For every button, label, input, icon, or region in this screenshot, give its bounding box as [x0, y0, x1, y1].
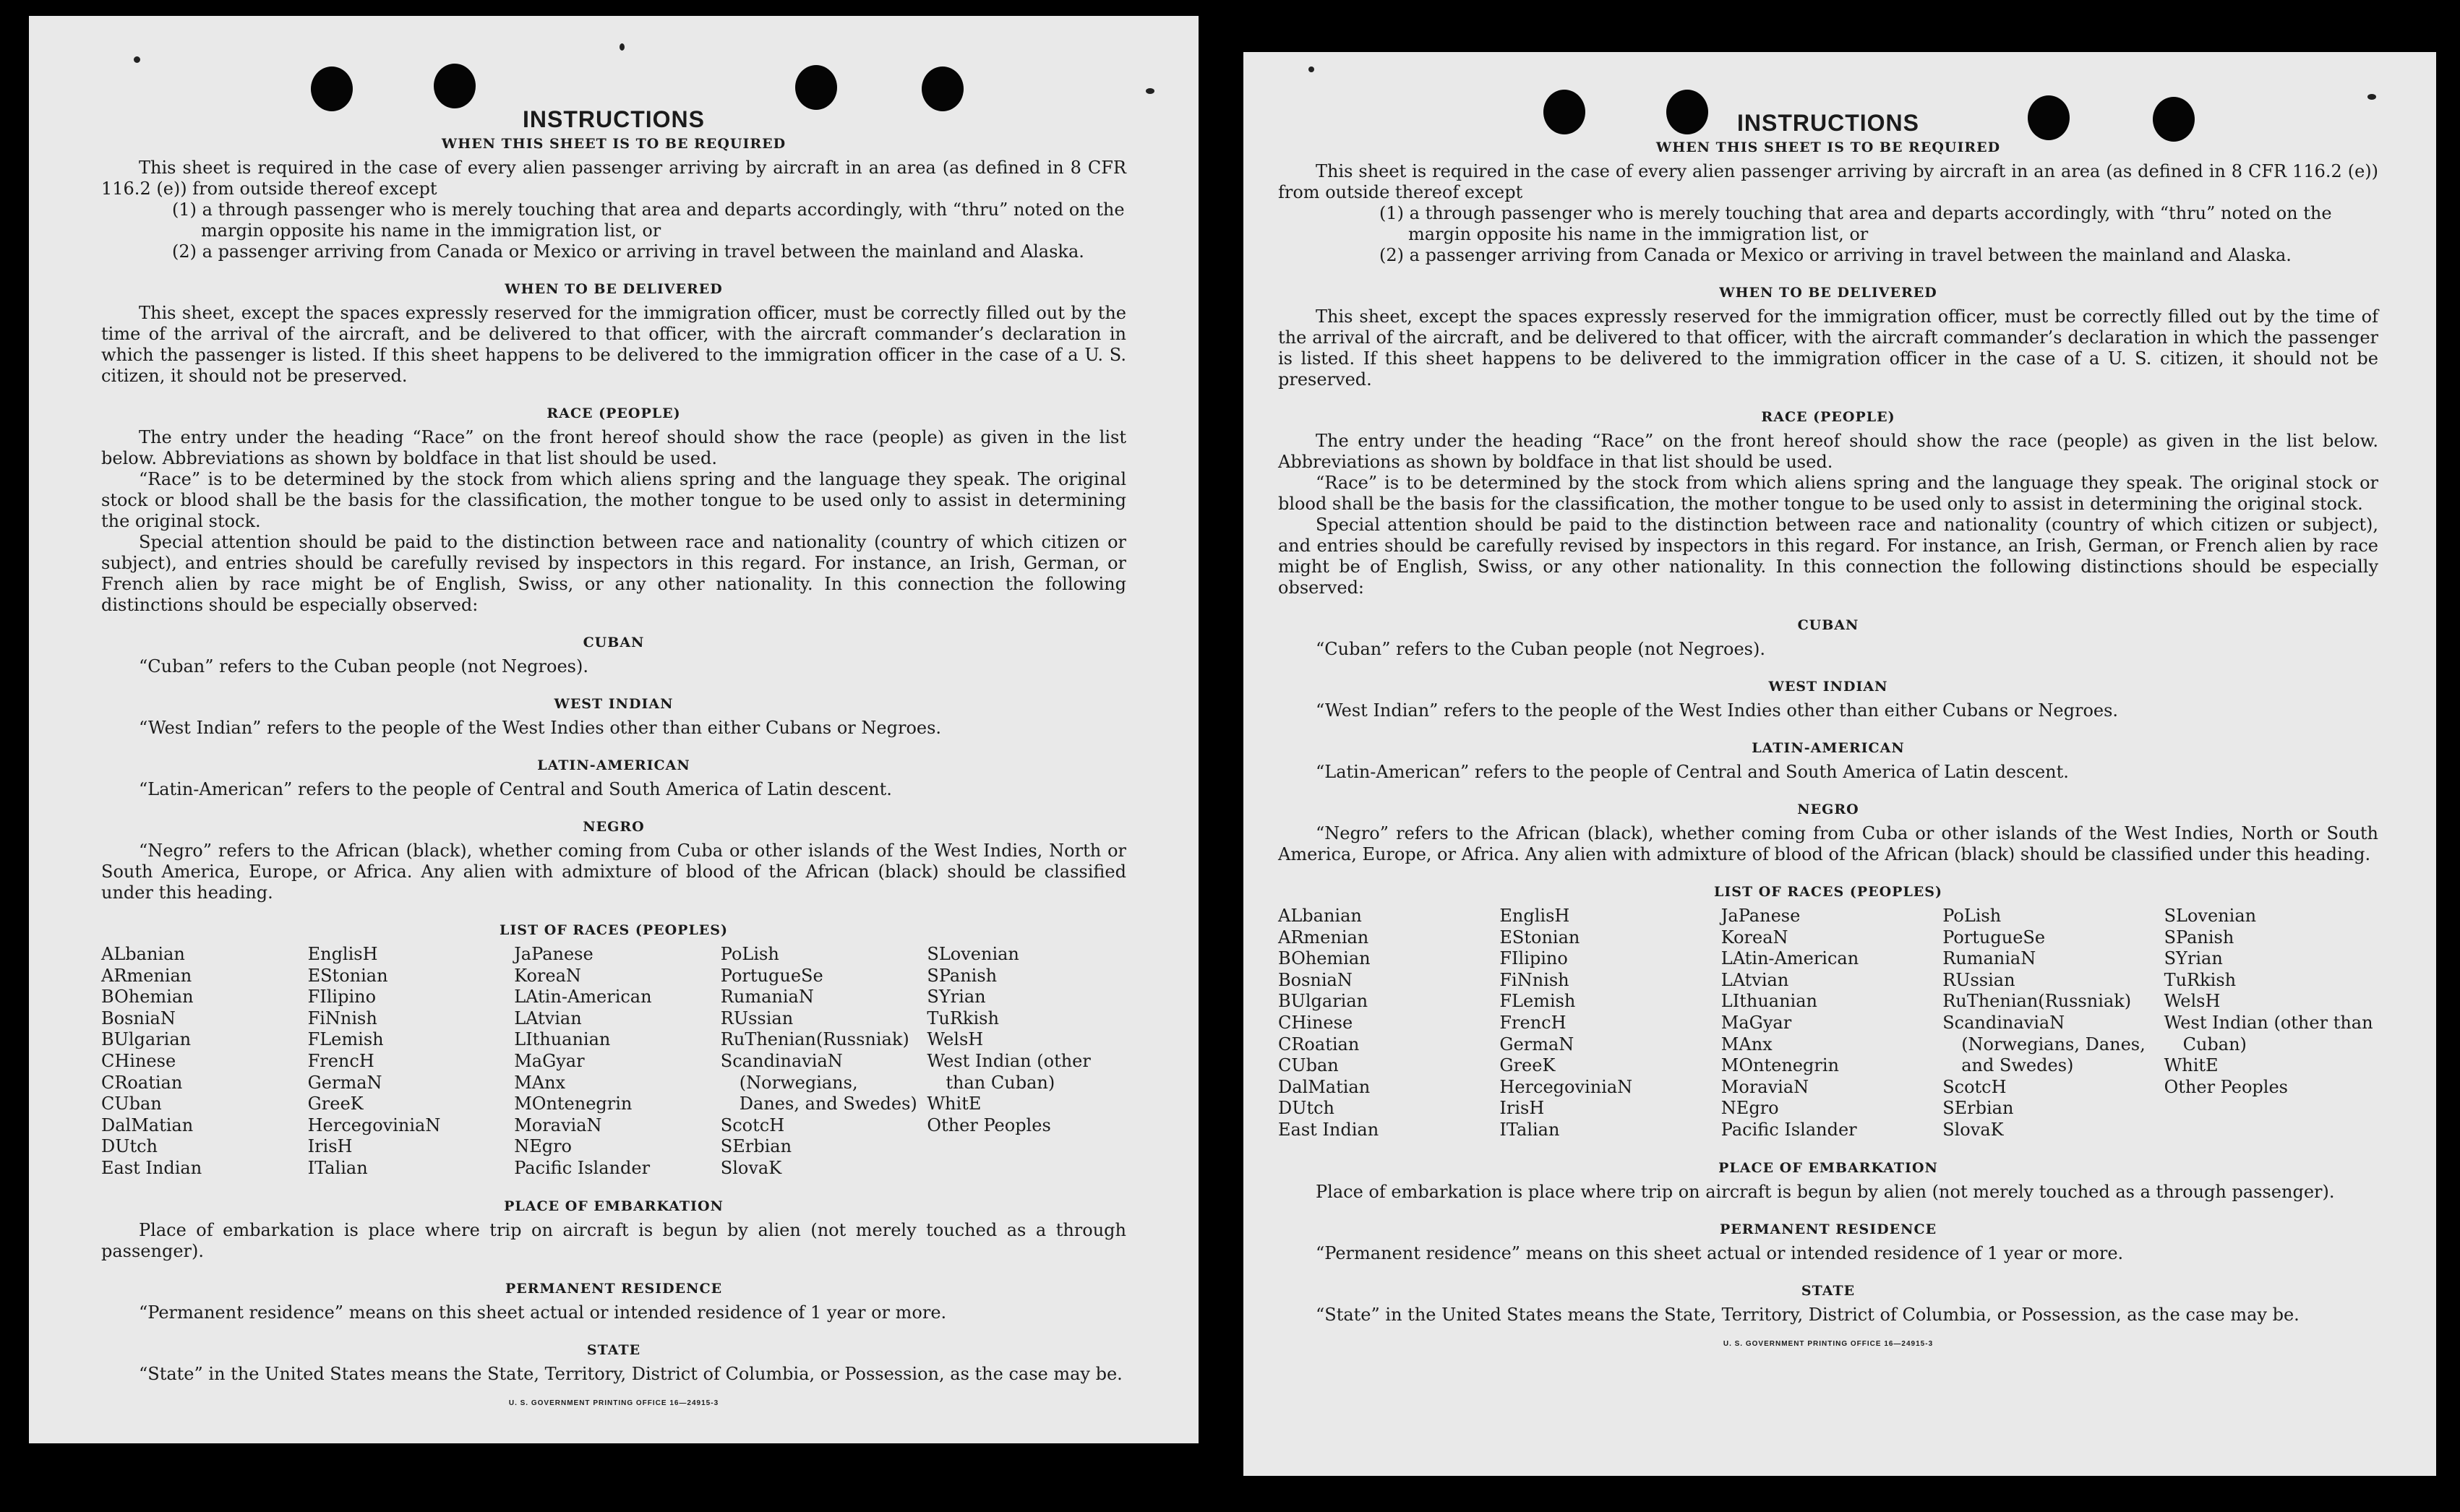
- speck: [2367, 94, 2376, 100]
- state-text: “State” in the United States means the State, Territory, District of Columbia, or Possession, as the case may be.: [139, 1363, 1123, 1384]
- required-item: (2) a passenger arriving from Canada or Mexico or arriving in travel between the mainland and Alaska.: [1379, 245, 2292, 265]
- race-column: [101, 944, 301, 1180]
- section-heading-delivered: WHEN TO BE DELIVERED: [505, 281, 723, 297]
- negro-text: “Negro” refers to the African (black), whether coming from Cuba or other islands of the West Indies, North or South America, Europe, or Africa. Any alien with admixture of blood of the African (black) should be classified under this heading.: [101, 841, 1126, 903]
- speck: [134, 56, 140, 63]
- section-heading-west-indian: WEST INDIAN: [554, 696, 674, 712]
- race-list-item: WelsH: [2164, 991, 2221, 1012]
- race-list-item: NEgro: [514, 1136, 572, 1157]
- race-list-item: BUlgarian: [1278, 991, 1368, 1012]
- race-list-item: MAnx: [1720, 1034, 1773, 1054]
- race-list-item: LAtin-American: [1720, 948, 1859, 969]
- race-list-item: HercegoviniaN: [1499, 1076, 1633, 1097]
- race-list-item: MOntenegrin: [1720, 1055, 1839, 1076]
- race-list-item: BOhemian: [1278, 948, 1371, 969]
- race-list-item: ScandinaviaN (Norwegians, Danes, and Swedes): [720, 1050, 917, 1114]
- race-list-item: FrencH: [1499, 1012, 1567, 1033]
- race-list-item: BosniaN: [101, 1008, 176, 1028]
- document-page-left: [29, 16, 1199, 1443]
- race-list-item: FIlipino: [307, 987, 377, 1008]
- race-list-item: CUban: [1278, 1055, 1339, 1076]
- race-list-item: MOntenegrin: [514, 1094, 633, 1114]
- race-list-item: IrisH: [1499, 1098, 1545, 1119]
- race-list-item: FLemish: [307, 1029, 384, 1050]
- race-paragraph: Special attention should be paid to the distinction between race and nationality (country of which citizen or subject), and entries should be carefully revised by inspectors in this regard. For instance, an Irish, German, or French alien by race might be of English, Swiss, or any other nationality. In this connection the following distinctions should be especially observed:: [101, 532, 1126, 615]
- race-paragraph: Special attention should be paid to the distinction between race and nationality (country of which citizen or subject), and entries should be carefully revised by inspectors in this regard. For instance, an Irish, German, or French alien by race might be of English, Swiss, or any other nationality. In this connection the following distinctions should be especially observed:: [1278, 515, 2378, 598]
- race-list-item: ITalian: [307, 1157, 368, 1178]
- race-list-item: BOhemian: [101, 987, 194, 1008]
- race-column: [1278, 906, 1492, 1141]
- race-list-item: RumaniaN: [720, 987, 814, 1008]
- race-list-item: JaPanese: [514, 944, 593, 964]
- race-list-item: DUtch: [101, 1136, 158, 1157]
- section-heading-embarkation: PLACE OF EMBARKATION: [1718, 1159, 1938, 1176]
- punch-hole: [795, 65, 837, 110]
- section-heading-residence: PERMANENT RESIDENCE: [505, 1280, 723, 1297]
- page-title: INSTRUCTIONS: [1737, 110, 1919, 136]
- race-list-item: CRoatian: [101, 1072, 183, 1093]
- race-list-item: TuRkish: [927, 1008, 999, 1028]
- race-list-item: ALbanian: [101, 944, 185, 964]
- race-list-item: DUtch: [1278, 1098, 1335, 1119]
- punch-hole: [1543, 90, 1585, 134]
- embarkation-text: Place of embarkation is place where trip on aircraft is begun by alien (not merely touched as a through passenger).: [101, 1219, 1126, 1261]
- race-list-item: WelsH: [927, 1029, 984, 1050]
- west-indian-text: “West Indian” refers to the people of the West Indies other than either Cubans or Negroes.: [1316, 700, 2119, 721]
- race-list-item: MoraviaN: [1720, 1076, 1809, 1097]
- race-column: [2164, 906, 2378, 1141]
- race-list-item: ARmenian: [101, 965, 192, 986]
- race-list-item: ARmenian: [1278, 927, 1369, 948]
- race-list-item: Other Peoples: [2164, 1076, 2288, 1097]
- race-list-item: Other Peoples: [927, 1114, 1051, 1135]
- race-list-item: SLovenian: [2164, 906, 2257, 926]
- race-list-item: CUban: [101, 1094, 162, 1114]
- speck: [620, 43, 625, 51]
- punch-hole: [434, 64, 476, 108]
- section-heading-race-list: LIST OF RACES (PEOPLES): [500, 922, 728, 938]
- required-item: (1) a through passenger who is merely touching that area and departs accordingly, with “thru” noted on the margin opposite his name in the immigration list, or: [1379, 203, 2332, 244]
- race-list-item: EnglisH: [1499, 906, 1570, 926]
- cuban-text: “Cuban” refers to the Cuban people (not Negroes).: [1316, 639, 1765, 659]
- race-list-item: PoLish: [720, 944, 779, 964]
- race-list-item: SErbian: [1942, 1098, 2014, 1119]
- race-paragraph: “Race” is to be determined by the stock from which aliens spring and the language they speak. The original stock or blood shall be the basis for the classification, the mother tongue to be used only to assist in determining the original stock.: [101, 469, 1126, 531]
- race-list-item: CRoatian: [1278, 1034, 1360, 1054]
- page-title: INSTRUCTIONS: [523, 106, 705, 132]
- race-list-item: FLemish: [1499, 991, 1576, 1012]
- race-list-item: SPanish: [927, 965, 998, 986]
- race-column: [1499, 906, 1713, 1141]
- race-list: [1278, 906, 2378, 1141]
- race-list-item: FIlipino: [1499, 948, 1568, 969]
- residence-text: “Permanent residence” means on this sheet actual or intended residence of 1 year or more.: [139, 1302, 947, 1323]
- race-paragraph: The entry under the heading “Race” on the front hereof should show the race (people) as given in the list below. Abbreviations as shown by boldface in that list should be used.: [1278, 431, 2378, 472]
- required-text: This sheet is required in the case of every alien passenger arriving by aircraft in an area (as defined in 8 CFR 116.2 (e)) from outside thereof except: [101, 158, 1126, 199]
- race-list-item: EStonian: [1499, 927, 1580, 948]
- race-column: [927, 944, 1126, 1180]
- section-heading-race-list: LIST OF RACES (PEOPLES): [1714, 884, 1942, 900]
- speck: [1308, 66, 1314, 72]
- race-list-item: FrencH: [307, 1050, 374, 1071]
- residence-text: “Permanent residence” means on this sheet actual or intended residence of 1 year or more.: [1316, 1242, 2124, 1263]
- race-column: [721, 944, 920, 1180]
- race-list-item: FiNnish: [307, 1008, 377, 1028]
- cuban-text: “Cuban” refers to the Cuban people (not Negroes).: [139, 656, 588, 676]
- delivered-text: This sheet, except the spaces expressly reserved for the immigration officer, must be correctly filled out by the time of the arrival of the aircraft, and be delivered to that officer, with the aircraft commander’s declaration in which the passenger is listed. If this sheet happens to be delivered to the immigration officer in the case of a U. S. citizen, it should not be preserved.: [1278, 306, 2378, 390]
- printer-footer: U. S. GOVERNMENT PRINTING OFFICE 16—24915-3: [508, 1399, 719, 1407]
- race-paragraph: “Race” is to be determined by the stock from which aliens spring and the language they speak. The original stock or blood shall be the basis for the classification, the mother tongue to be used only to assist in determining the original stock.: [1278, 473, 2378, 514]
- race-column: [514, 944, 713, 1180]
- section-heading-negro: NEGRO: [583, 819, 645, 835]
- race-list-item: MAnx: [514, 1072, 566, 1093]
- delivered-text: This sheet, except the spaces expressly reserved for the immigration officer, must be correctly filled out by the time of the arrival of the aircraft, and be delivered to that officer, with the aircraft commander’s declaration in which the passenger is listed. If this sheet happens to be delivered to the immigration officer in the case of a U. S. citizen, it should not be preserved.: [101, 303, 1126, 386]
- race-column: [1942, 906, 2156, 1141]
- race-list-item: JaPanese: [1720, 906, 1801, 926]
- race-list-item: ITalian: [1499, 1119, 1560, 1140]
- race-list-item: WhitE: [927, 1094, 982, 1114]
- race-list-item: PoLish: [1942, 906, 2002, 926]
- race-list-item: DalMatian: [101, 1114, 194, 1135]
- race-column: [1721, 906, 1935, 1141]
- punch-hole: [922, 66, 964, 111]
- section-heading-delivered: WHEN TO BE DELIVERED: [1719, 285, 1937, 301]
- race-list-item: SErbian: [720, 1136, 792, 1157]
- race-list-item: CHinese: [1278, 1012, 1353, 1033]
- section-heading-cuban: CUBAN: [1797, 617, 1859, 633]
- punch-hole: [2153, 97, 2195, 142]
- section-heading-race: RACE (PEOPLE): [547, 405, 681, 421]
- race-list-item: ScandinaviaN (Norwegians, Danes, and Swedes): [1942, 1012, 2146, 1076]
- race-list-item: IrisH: [307, 1136, 353, 1157]
- section-heading-required: WHEN THIS SHEET IS TO BE REQUIRED: [441, 136, 787, 152]
- section-heading-state: STATE: [586, 1341, 641, 1358]
- race-list-item: Pacific Islander: [1720, 1119, 1857, 1140]
- race-column: [308, 944, 507, 1180]
- race-list-item: MaGyar: [1720, 1012, 1792, 1033]
- race-list-item: EStonian: [307, 965, 388, 986]
- state-text: “State” in the United States means the State, Territory, District of Columbia, or Possession, as the case may be.: [1316, 1304, 2300, 1325]
- race-list-item: HercegoviniaN: [307, 1114, 441, 1135]
- race-list-item: LAtvian: [514, 1008, 582, 1028]
- punch-hole: [2028, 95, 2070, 140]
- section-heading-residence: PERMANENT RESIDENCE: [1719, 1221, 1937, 1237]
- race-list-item: RUssian: [1942, 969, 2015, 990]
- race-list-item: West Indian (other than Cuban): [927, 1050, 1091, 1093]
- race-list-item: Pacific Islander: [514, 1157, 651, 1178]
- race-list-item: MoraviaN: [514, 1114, 602, 1135]
- race-list-item: WhitE: [2164, 1055, 2219, 1076]
- race-list-item: MaGyar: [514, 1050, 585, 1071]
- race-list-item: GreeK: [1499, 1055, 1556, 1076]
- negro-text: “Negro” refers to the African (black), whether coming from Cuba or other islands of the West Indies, North or South America, Europe, or Africa. Any alien with admixture of blood of the African (black) should be classified under this heading.: [1278, 823, 2378, 864]
- race-list-item: SYrian: [2164, 948, 2223, 969]
- race-list-item: CHinese: [101, 1050, 176, 1071]
- race-list-item: GermaN: [1499, 1034, 1574, 1054]
- latin-text: “Latin-American” refers to the people of Central and South America of Latin descent.: [139, 779, 892, 799]
- race-list-item: TuRkish: [2164, 969, 2237, 990]
- race-list-item: LAtvian: [1720, 969, 1789, 990]
- race-list-item: GreeK: [307, 1094, 364, 1114]
- race-list-item: KoreaN: [514, 965, 581, 986]
- latin-text: “Latin-American” refers to the people of Central and South America of Latin descent.: [1316, 762, 2069, 782]
- section-heading-required: WHEN THIS SHEET IS TO BE REQUIRED: [1655, 139, 2001, 155]
- section-heading-state: STATE: [1801, 1282, 1856, 1299]
- race-list-item: ScotcH: [720, 1114, 785, 1135]
- race-list-item: RUssian: [720, 1008, 794, 1028]
- race-paragraph: The entry under the heading “Race” on the front hereof should show the race (people) as given in the list below. Abbreviations as shown by boldface in that list should be used.: [101, 427, 1126, 468]
- race-list-item: SYrian: [927, 987, 986, 1008]
- section-heading-west-indian: WEST INDIAN: [1768, 679, 1888, 695]
- race-list-item: ScotcH: [1942, 1076, 2007, 1097]
- race-list-item: PortugueSe: [720, 965, 823, 986]
- required-item: (1) a through passenger who is merely touching that area and departs accordingly, with “thru” noted on the margin opposite his name in the immigration list, or: [172, 199, 1125, 241]
- race-list-item: LIthuanian: [1720, 991, 1817, 1012]
- race-list-item: SlovaK: [720, 1157, 782, 1178]
- document-page-right: [1243, 52, 2436, 1476]
- race-list-item: SPanish: [2164, 927, 2234, 948]
- race-list-item: NEgro: [1720, 1098, 1779, 1119]
- section-heading-latin: LATIN-AMERICAN: [1752, 740, 1905, 756]
- speck: [1146, 88, 1154, 94]
- required-text: This sheet is required in the case of every alien passenger arriving by aircraft in an area (as defined in 8 CFR 116.2 (e)) from outside thereof except: [1278, 161, 2378, 202]
- race-list-item: SLovenian: [927, 944, 1019, 964]
- race-list-item: West Indian (other than Cuban): [2164, 1012, 2373, 1054]
- section-heading-race: RACE (PEOPLE): [1761, 409, 1895, 425]
- race-list-item: GermaN: [307, 1072, 382, 1093]
- section-heading-cuban: CUBAN: [583, 635, 645, 650]
- race-list-item: East Indian: [1278, 1119, 1379, 1140]
- race-list-item: RumaniaN: [1942, 948, 2036, 969]
- race-list-item: BUlgarian: [101, 1029, 192, 1050]
- race-list-item: PortugueSe: [1942, 927, 2046, 948]
- race-list-item: LAtin-American: [514, 987, 652, 1008]
- race-list-item: DalMatian: [1278, 1076, 1371, 1097]
- race-list-item: East Indian: [101, 1157, 202, 1178]
- punch-hole: [311, 66, 353, 111]
- section-heading-negro: NEGRO: [1797, 802, 1859, 817]
- race-list-item: RuThenian(Russniak): [1942, 991, 2132, 1012]
- race-list-item: RuThenian(Russniak): [720, 1029, 909, 1050]
- race-list: [101, 944, 1126, 1180]
- race-list-item: FiNnish: [1499, 969, 1569, 990]
- race-list-item: SlovaK: [1942, 1119, 2004, 1140]
- punch-hole: [1666, 90, 1708, 134]
- embarkation-text: Place of embarkation is place where trip on aircraft is begun by alien (not merely touched as a through passenger).: [1316, 1181, 2335, 1202]
- section-heading-latin: LATIN-AMERICAN: [537, 757, 690, 773]
- race-list-item: EnglisH: [307, 944, 378, 964]
- race-list-item: BosniaN: [1278, 969, 1353, 990]
- west-indian-text: “West Indian” refers to the people of the West Indies other than either Cubans or Negroes.: [139, 718, 942, 738]
- race-list-item: ALbanian: [1278, 906, 1362, 926]
- printer-footer: U. S. GOVERNMENT PRINTING OFFICE 16—24915-3: [1723, 1339, 1934, 1348]
- race-list-item: LIthuanian: [514, 1029, 611, 1050]
- race-list-item: KoreaN: [1720, 927, 1788, 948]
- section-heading-embarkation: PLACE OF EMBARKATION: [504, 1198, 724, 1214]
- required-item: (2) a passenger arriving from Canada or Mexico or arriving in travel between the mainland and Alaska.: [172, 241, 1084, 262]
